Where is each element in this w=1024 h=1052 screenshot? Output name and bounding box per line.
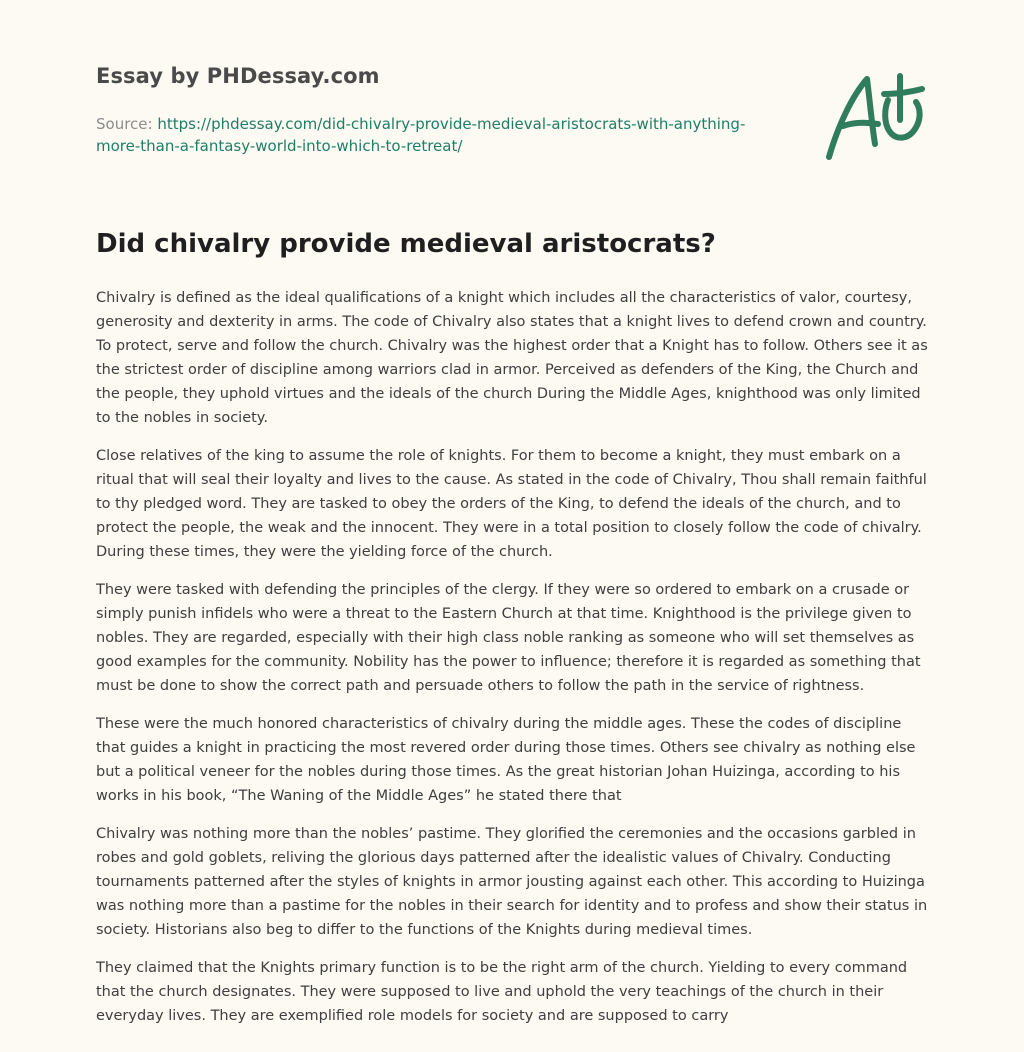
article-paragraph: They were tasked with defending the principles of the clergy. If they were so ordered to embark on a crusade or simply punish infidels who were a threat to the Eastern Church at that time. Knighthood is the privilege given to nobles. They are regarded, especially with their high class noble ranking as someone who will set themselves as good examples for the community. Nobility has the power to influence; therefore it is regarded as something that must be done to show the correct path and persuade others to follow the path in the service of rightness. — [96, 582, 921, 694]
a-plus-grade-icon — [818, 66, 930, 166]
source-label: Source: — [96, 115, 158, 133]
article-paragraph: Chivalry was nothing more than the nobles’ pastime. They glorified the ceremonies and the occasions garbled in robes and gold goblets, reliving the glorious days patterned after the idealistic values of Chivalry. Conducting tournaments patterned after the styles of knights in armor jousting against each other. This according to Huizinga was nothing more than a pastime for the nobles in their search for identity and to profess and show their status in society. Historians also beg to differ to the functions of the Knights during medieval times. — [96, 826, 928, 938]
source-line — [96, 113, 786, 157]
article-paragraph: These were the much honored characteristics of chivalry during the middle ages. These the codes of discipline that guides a knight in practicing the most revered order during those times. Others see chivalry as nothing else but a political veneer for the nobles during those times. As the great historian Johan Huizinga, according to his works in his book, “The Waning of the Middle Ages” he stated there that — [96, 716, 916, 804]
article-paragraph: Chivalry is defined as the ideal qualifications of a knight which includes all the characteristics of valor, courtesy, generosity and dexterity in arms. The code of Chivalry also states that a knight lives to defend crown and country. To protect, serve and follow the church. Chivalry was the highest order that a Knight has to follow. Others see it as the strictest order of discipline among warriors clad in armor. Perceived as defenders of the King, the Church and the people, they uphold virtues and the ideals of the church During the Middle Ages, knighthood was only limited to the nobles in society. — [96, 290, 928, 426]
article-title: Did chivalry provide medieval aristocrats? — [96, 229, 716, 259]
site-brand: Essay by PHDessay.com — [96, 64, 380, 88]
source-link[interactable]: https://phdessay.com/did-chivalry-provide-medieval-aristocrats-with-anything-more-than-a-fantasy-world-into-which-to-retreat/ — [96, 115, 746, 155]
article-body — [96, 286, 932, 1042]
article-paragraph: They claimed that the Knights primary function is to be the right arm of the church. Yielding to every command that the church designates. They were supposed to live and uphold the very teachings of the church in their everyday lives. They are exemplified role models for society and are supposed to carry — [96, 960, 908, 1024]
article-paragraph: Close relatives of the king to assume the role of knights. For them to become a knight, they must embark on a ritual that will seal their loyalty and lives to the cause. As stated in the code of Chivalry, Thou shall remain faithful to thy pledged word. They are tasked to obey the orders of the King, to defend the ideals of the church, and to protect the people, the weak and the innocent. They were in a total position to closely follow the code of chivalry. During these times, they were the yielding force of the church. — [96, 448, 927, 560]
